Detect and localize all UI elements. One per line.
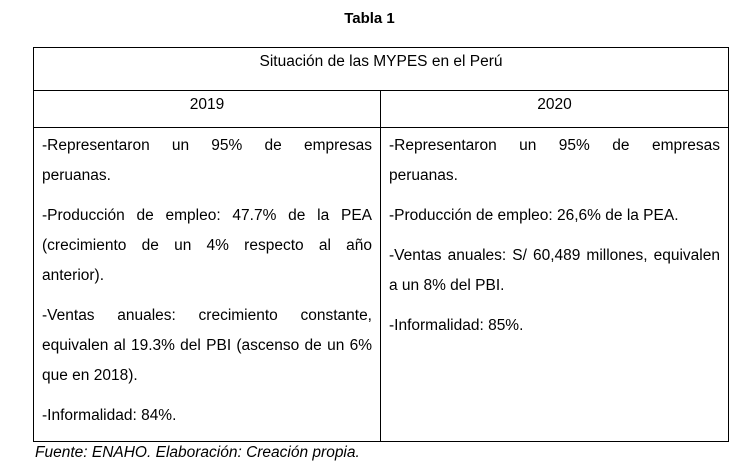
content-cell-2020: [381, 128, 729, 442]
mypes-table: [33, 47, 729, 442]
table-header-row: [34, 48, 729, 91]
list-item: -Informalidad: 85%.: [389, 317, 524, 334]
table-header-cell: [34, 48, 729, 91]
year-label-2019: 2019: [189, 96, 225, 113]
content-cell-2019: [34, 128, 381, 442]
list-item: -Informalidad: 84%.: [42, 407, 177, 424]
year-cell-2019: [34, 91, 381, 128]
year-row: [34, 91, 729, 128]
content-row: [34, 128, 729, 442]
list-item: -Producción de empleo: 26,6% de la PEA.: [389, 207, 679, 224]
list-item: -Representaron un 95% de empresas peruanas.: [42, 137, 372, 184]
list-item: -Ventas anuales: crecimiento constante, equivalen al 19.3% del PBI (ascenso de un 6% que en 2018).: [42, 307, 372, 384]
list-item: -Representaron un 95% de empresas peruanas.: [389, 137, 720, 184]
table-header-text: Situación de las MYPES en el Perú: [259, 53, 503, 70]
table-title: Tabla 1: [344, 10, 395, 27]
source-caption: Fuente: ENAHO. Elaboración: Creación propia.: [35, 444, 360, 461]
list-item: -Producción de empleo: 47.7% de la PEA (crecimiento de un 4% respecto al año anterior).: [42, 207, 372, 284]
year-cell-2020: [381, 91, 729, 128]
year-label-2020: 2020: [537, 96, 572, 113]
list-item: -Ventas anuales: S/ 60,489 millones, equivalen a un 8% del PBI.: [389, 247, 720, 294]
